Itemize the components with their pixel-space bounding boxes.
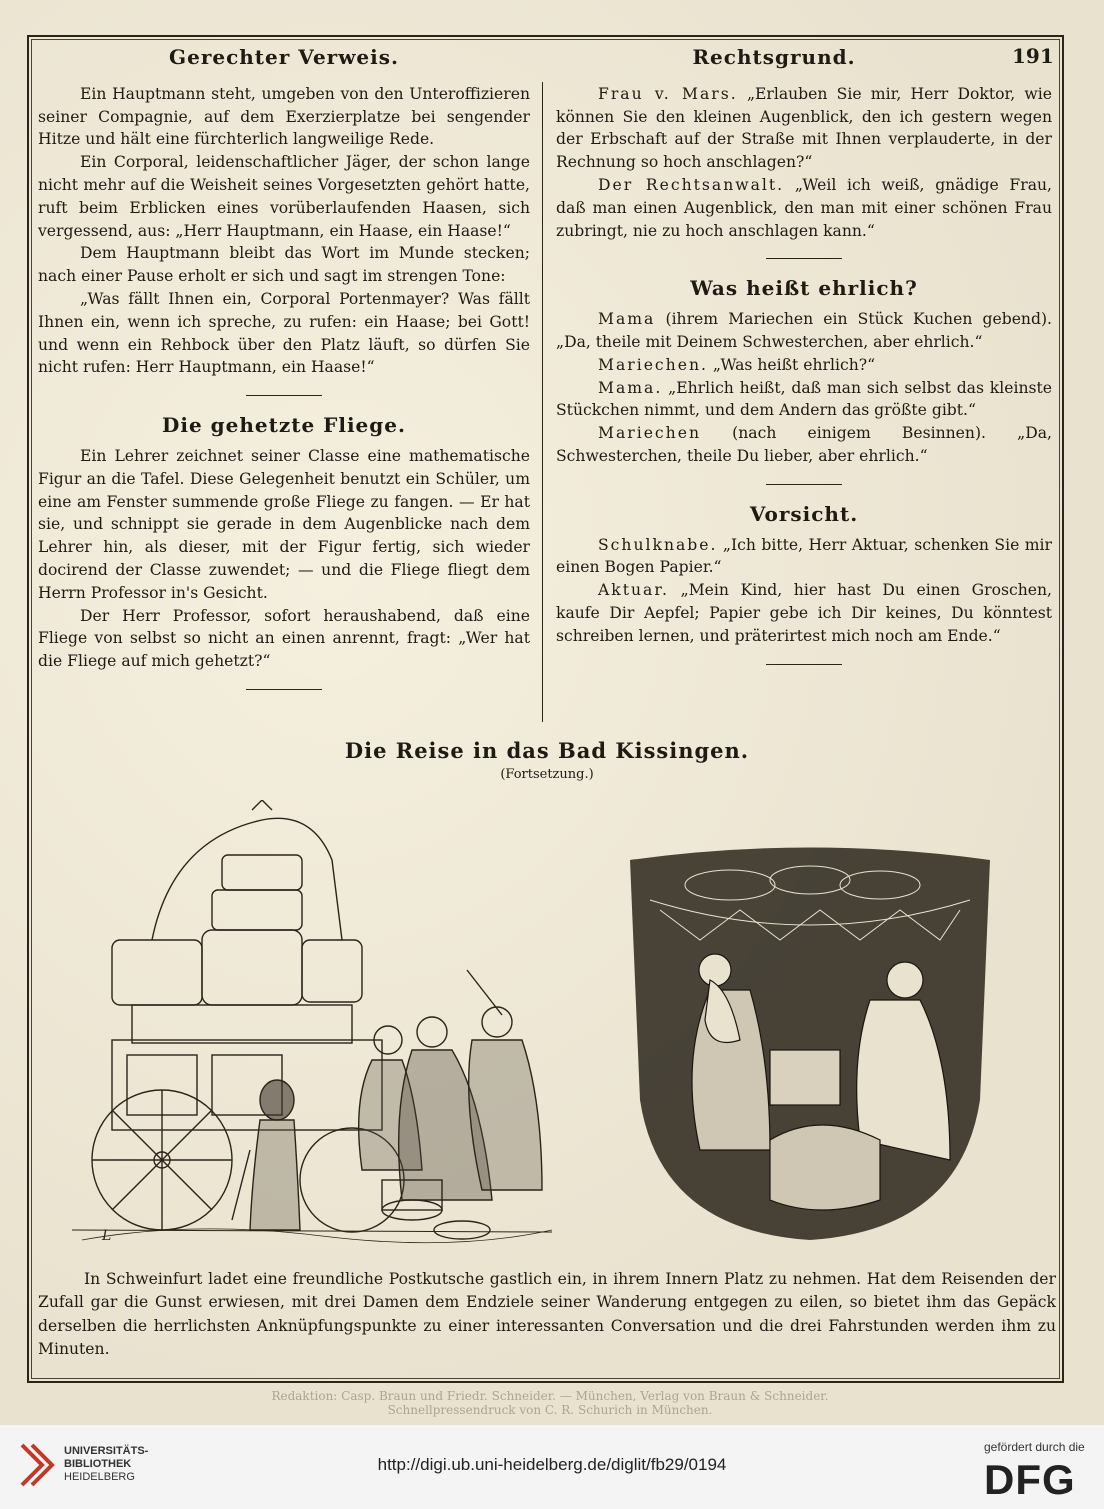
illustration-coach-interior: [620, 840, 1000, 1250]
library-line: BIBLIOTHEK: [64, 1458, 132, 1470]
heading-vorsicht: Vorsicht.: [749, 501, 859, 526]
dfg-logo[interactable]: DFG: [984, 1456, 1076, 1503]
speaker: Mama: [598, 310, 656, 329]
dialogue: (ihrem Mariechen ein Stück Kuchen gebend). „Da, theile mit Deinem Schwesterchen, aber ehrlich.“: [556, 310, 1052, 351]
story-title: Die Reise in das Bad Kissingen.: [344, 738, 750, 763]
heading-rechtsgrund: Rechtsgrund.: [692, 45, 856, 69]
left-column: [38, 46, 530, 690]
speaker: Schulknabe.: [598, 535, 718, 554]
imprint: [200, 1389, 900, 1417]
right-column: [556, 46, 1052, 665]
dialogue: „Erlauben Sie mir, Herr Doktor, wie können Sie den kleinen Augenblick, den ich gestern wegen der Erbschaft auf der Straße mit Ihnen verplauderte, in der Rechnung so hoch anschlagen?“: [556, 84, 1052, 172]
section-rule: [766, 664, 842, 665]
story-subtitle: (Fortsetzung.): [500, 767, 594, 782]
heading-was-heisst-ehrlich: Was heißt ehrlich?: [690, 276, 918, 301]
dialogue: „Was heißt ehrlich?“: [712, 355, 876, 374]
illustration-coach-luggage: [72, 800, 572, 1248]
story-paragraph: In Schweinfurt ladet eine freundliche Postkutsche gastlich ein, in ihrem Innern Platz zu nehmen. Hat dem Reisenden der Zufall gar die Gunst erwiesen, mit drei Damen dem Endziele seiner Wanderung entgegen zu eilen, so bietet ihm das Gepäck derselben die herrlichsten Anknüpfungspunkte zu einer interessanten Conversation und die drei Fahrstunden werden ihm zu Minuten.: [38, 1270, 1056, 1358]
funding-caption: gefördert durch die: [984, 1440, 1085, 1454]
library-line: HEIDELBERG: [64, 1471, 135, 1483]
dialogue: „Mein Kind, hier hast Du einen Groschen, kaufe Dir Aepfel; Papier gebe ich Dir keines, Du könntest schreiben lernen, und präterirtest mich noch am Ende.“: [556, 581, 1052, 645]
svg-text:L: L: [102, 1228, 112, 1244]
heading-die-gehetzte-fliege: Die gehetzte Fliege.: [162, 413, 406, 438]
speaker: Aktuar.: [598, 581, 670, 600]
speaker: Der Rechtsanwalt.: [598, 175, 785, 194]
library-line: UNIVERSITÄTS-: [64, 1445, 149, 1457]
imprint-line: Redaktion: Casp. Braun und Friedr. Schneider. — München, Verlag von Braun & Schneider.: [271, 1389, 829, 1403]
speaker: Frau v. Mars.: [598, 84, 738, 103]
speaker: Mariechen.: [598, 355, 708, 374]
dialogue: „Weil ich weiß, gnädige Frau, daß man einen Augenblick, den man mit einer schönen Frau zubringt, nie zu hoch anschlagen kann.“: [556, 175, 1052, 240]
dialogue: „Ich bitte, Herr Aktuar, schenken Sie mir einen Bogen Papier.“: [556, 535, 1052, 577]
heading-gerechter-verweis: Gerechter Verweis.: [169, 45, 399, 69]
imprint-line: Schnellpressendruck von C. R. Schurich in München.: [387, 1403, 713, 1417]
paragraph: Ein Corporal, leidenschaftlicher Jäger, der schon lange nicht mehr auf die Weisheit seines Vorgesetzten gehört hatte, ruft beim Erblicken eines vorüberlaufenden Haasen, sich vergessend, aus: „Herr Hauptmann, ein Haase, ein Haase!“: [38, 153, 530, 240]
speaker: Mama.: [598, 378, 663, 397]
paragraph: Ein Lehrer zeichnet seiner Classe eine mathematische Figur an die Tafel. Diese Gelegenheit benutzt ein Schüler, um eine am Fenster summende große Fliege zu fangen. — Er hat sie, und schnippt sie gerade in dem Augenblicke nach dem Lehrer hin, als dieser, mit der Figur fertig, sich wieder docirend der Classe zuwendet; — und die Fliege fliegt dem Herrn Professor in's Gesicht.: [38, 446, 530, 602]
dialogue: „Ehrlich heißt, daß man sich selbst das kleinste Stückchen nimmt, und dem Andern das größte gibt.“: [556, 378, 1052, 420]
paragraph: „Was fällt Ihnen ein, Corporal Portenmayer? Was fällt Ihnen ein, wenn ich spreche, zu rufen: ein Haase; bei Gott! und wenn ein Rehbock über den Platz läuft, so dürfen Sie nicht rufen: Herr Hauptmann, ein Haase!“: [38, 289, 530, 377]
section-rule: [246, 689, 322, 690]
dialogue: (nach einigem Besinnen). „Da, Schwesterchen, theile Du lieber, aber ehrlich.“: [556, 424, 1052, 465]
page-number: 191: [1012, 44, 1054, 68]
speaker: Mariechen: [598, 424, 701, 443]
paragraph: Der Herr Professor, sofort heraushabend, daß eine Fliege von selbst so nicht an einen anrennt, fragt: „Wer hat die Fliege auf mich gehetzt?“: [38, 606, 530, 671]
story-body: [38, 1268, 1056, 1361]
column-divider: [542, 82, 543, 722]
paragraph: Dem Hauptmann bleibt das Wort im Munde stecken; nach einer Pause erholt er sich und sagt im strengen Tone:: [38, 244, 530, 286]
paragraph: Ein Hauptmann steht, umgeben von den Unteroffizieren seiner Compagnie, auf dem Exerzierplatze bei sengender Hitze und hält eine fürchterlich langweilige Rede.: [38, 84, 530, 149]
permalink[interactable]: http://digi.ub.uni-heidelberg.de/diglit/fb29/0194: [377, 1455, 727, 1474]
